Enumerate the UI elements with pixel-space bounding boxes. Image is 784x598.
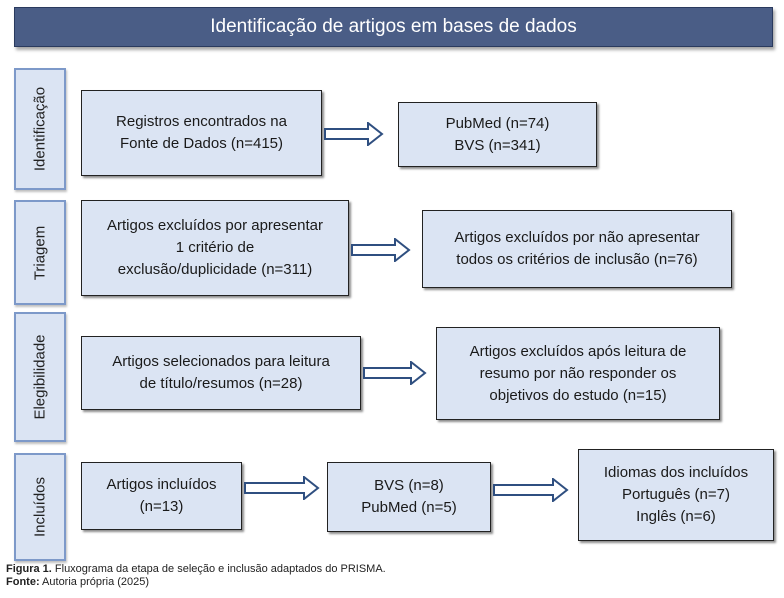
box-idiomas: Idiomas dos incluídos Português (n=7) Inglês (n=6) [578,449,774,541]
box-excluidos-resumo: Artigos excluídos após leitura de resumo por não responder os objetivos do estudo (n=15) [436,327,720,420]
figure-caption [6,563,386,589]
stage-label: Identificação [31,86,49,172]
box-incluidos-bases: BVS (n=8) PubMed (n=5) [327,462,491,532]
box-registros-encontrados: Registros encontrados na Fonte de Dados (n=415) [81,90,322,176]
box-selecionados: Artigos selecionados para leitura de título/resumos (n=28) [81,336,361,410]
arrow-right-icon [244,476,320,500]
box-excluidos-inclusao: Artigos excluídos por não apresentar todos os critérios de inclusão (n=76) [422,210,732,288]
arrow-right-icon [351,238,411,262]
box-excluidos-criterio: Artigos excluídos por apresentar 1 critério de exclusão/duplicidade (n=311) [81,200,349,296]
stage-triagem [14,200,66,305]
arrow-right-icon [493,478,569,502]
caption-source-line [6,576,386,589]
stage-label: Triagem [31,225,49,280]
box-bases-dados: PubMed (n=74) BVS (n=341) [398,102,597,167]
box-artigos-incluidos: Artigos incluídos (n=13) [81,462,242,530]
diagram-title: Identificação de artigos em bases de dados [14,7,773,47]
arrow-right-icon [324,122,384,146]
stage-identificacao [14,68,66,190]
stage-incluidos [14,453,66,561]
caption-source-label: Fonte: [6,576,40,588]
stage-label: Elegibilidade [31,334,49,420]
stage-label: Incluídos [31,476,49,538]
caption-figure-label: Figura 1. [6,563,52,575]
caption-figure-line [6,563,386,576]
stage-elegibilidade [14,312,66,442]
caption-figure-text: Fluxograma da etapa de seleção e inclusão adaptados do PRISMA. [51,563,386,575]
caption-source-text: Autoria própria (2025) [39,576,150,588]
arrow-right-icon [363,361,427,385]
